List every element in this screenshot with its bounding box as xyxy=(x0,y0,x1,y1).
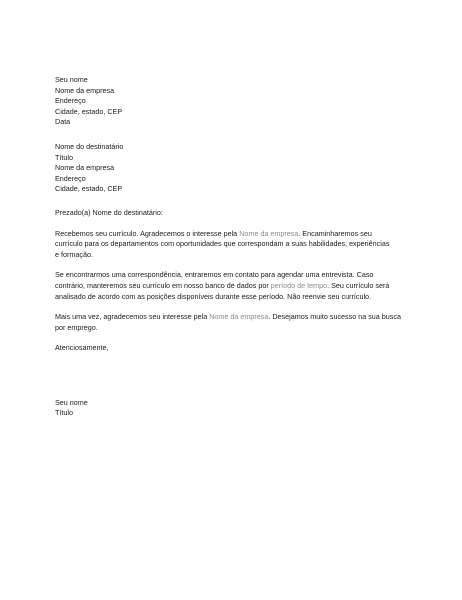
paragraph-1-line-3: e formação. xyxy=(55,249,93,259)
signature-title: Título xyxy=(55,408,73,418)
paragraph-2-line-2 xyxy=(55,281,405,292)
paragraph-text: Mais uma vez, agradecemos seu interesse pela xyxy=(55,312,210,322)
sender-address: Endereço xyxy=(55,96,86,106)
letter-content xyxy=(55,75,405,419)
body-paragraph-3 xyxy=(55,312,405,333)
recipient-city-state-zip: Cidade, estado, CEP xyxy=(55,184,123,194)
sender-name: Seu nome xyxy=(55,75,88,84)
recipient-name: Nome do destinatário xyxy=(55,141,124,151)
recipient-company: Nome da empresa xyxy=(55,163,115,173)
closing: Atenciosamente, xyxy=(55,343,109,353)
sender-company: Nome da empresa xyxy=(55,85,115,95)
placeholder-company-name: Nome da empresa xyxy=(239,228,299,238)
paragraph-2-line-3: analisado de acordo com as posições disponíveis durante esse período. Não reenvie seu currículo. xyxy=(55,291,372,301)
salutation: Prezado(a) Nome do destinatário: xyxy=(55,207,163,217)
letter-date: Data xyxy=(55,117,71,127)
paragraph-2-line-1: Se encontrarmos uma correspondência, entraremos em contato para agendar uma entrevista. Caso xyxy=(55,270,374,280)
signature-block xyxy=(55,398,405,419)
paragraph-1-line-1 xyxy=(55,229,405,240)
recipient-address: Endereço xyxy=(55,173,86,183)
placeholder-company-name: Nome da empresa xyxy=(209,312,269,322)
body-paragraph-2 xyxy=(55,270,405,302)
sender-block xyxy=(55,75,405,128)
placeholder-time-period: período de tempo xyxy=(270,280,328,290)
signature-name: Seu nome xyxy=(55,397,88,407)
paragraph-text: . Desejamos muito sucesso na sua busca xyxy=(268,312,401,322)
paragraph-3-line-2: por emprego. xyxy=(55,322,98,332)
paragraph-text: . Seu currículo será xyxy=(327,280,390,290)
paragraph-text: Recebemos seu currículo. Agradecemos o interesse pela xyxy=(55,228,240,238)
recipient-block xyxy=(55,142,405,195)
paragraph-3-line-1 xyxy=(55,312,405,323)
recipient-title: Título xyxy=(55,152,73,162)
paragraph-text: . Encaminharemos seu xyxy=(298,228,372,238)
sender-city-state-zip: Cidade, estado, CEP xyxy=(55,106,123,116)
paragraph-text: contrário, manteremos seu currículo em nosso banco de dados por xyxy=(55,280,271,290)
paragraph-1-line-2: currículo para os departamentos com oportunidades que correspondam a suas habilidades, experiências xyxy=(55,239,390,249)
body-paragraph-1 xyxy=(55,229,405,261)
